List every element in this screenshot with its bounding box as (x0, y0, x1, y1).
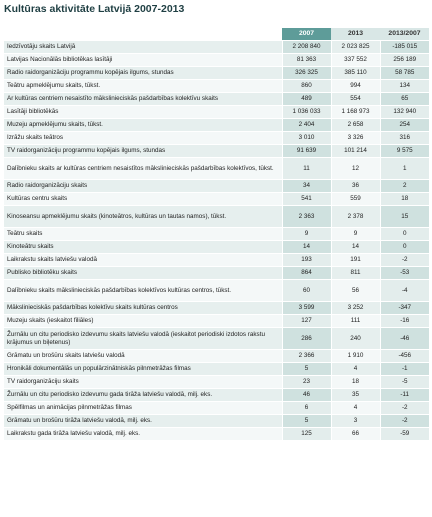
table-row (4, 206, 429, 228)
value-2013: 12 (331, 158, 380, 180)
value-change: -2 (380, 415, 429, 428)
table-row (4, 228, 429, 241)
value-2013: 66 (331, 428, 380, 441)
value-2013: 35 (331, 389, 380, 402)
value-2013: 4 (331, 402, 380, 415)
table-row (4, 428, 429, 441)
row-label: Kinoteātru skaits (4, 241, 282, 254)
value-change: -347 (380, 302, 429, 315)
value-2013: 4 (331, 363, 380, 376)
value-change: -46 (380, 328, 429, 350)
value-2007: 541 (282, 193, 331, 206)
row-label: Grāmatu un brošūru tirāža latviešu valodā, milj. eks. (4, 415, 282, 428)
value-change: -2 (380, 402, 429, 415)
row-label: TV raidorganizāciju skaits (4, 376, 282, 389)
value-2013: 2 658 (331, 119, 380, 132)
row-label: Iedzīvotāju skaits Latvijā (4, 41, 282, 54)
value-2007: 127 (282, 315, 331, 328)
table-row (4, 180, 429, 193)
table-row (4, 254, 429, 267)
page-title: Kultūras aktivitāte Latvijā 2007-2013 (4, 3, 185, 15)
value-change: -59 (380, 428, 429, 441)
value-change: 1 (380, 158, 429, 180)
value-2007: 11 (282, 158, 331, 180)
value-2013: 3 (331, 415, 380, 428)
value-2013: 14 (331, 241, 380, 254)
value-change: 132 940 (380, 106, 429, 119)
value-change: 256 189 (380, 54, 429, 67)
value-change: 65 (380, 93, 429, 106)
value-2013: 18 (331, 376, 380, 389)
value-2007: 2 208 840 (282, 41, 331, 54)
row-label: Izrāžu skaits teātros (4, 132, 282, 145)
value-2007: 91 639 (282, 145, 331, 158)
value-2007: 60 (282, 280, 331, 302)
value-2007: 46 (282, 389, 331, 402)
value-change: 134 (380, 80, 429, 93)
row-label: Laikrakstu gada tirāža latviešu valodā, milj. eks. (4, 428, 282, 441)
value-change: -53 (380, 267, 429, 280)
row-label: Laikrakstu skaits latviešu valodā (4, 254, 282, 267)
value-change: 254 (380, 119, 429, 132)
row-label: Radio raidorganizāciju programmu kopējais ilgums, stundas (4, 67, 282, 80)
value-change: -185 015 (380, 41, 429, 54)
table-header-row (4, 28, 429, 41)
row-label: Dalībnieku skaits mākslinieciskās pašdarbības kolektīvos kultūras centros, tūkst. (4, 280, 282, 302)
value-2007: 5 (282, 363, 331, 376)
table-row (4, 193, 429, 206)
value-2007: 23 (282, 376, 331, 389)
value-2013: 559 (331, 193, 380, 206)
header-2007: 2007 (282, 28, 331, 41)
table-row (4, 158, 429, 180)
table-row (4, 302, 429, 315)
value-2013: 337 552 (331, 54, 380, 67)
header-empty-cell (4, 28, 282, 41)
row-label: Muzeju apmeklējumu skaits, tūkst. (4, 119, 282, 132)
value-change: -1 (380, 363, 429, 376)
row-label: Mākslinieciskās pašdarbības kolektīvu skaits kultūras centros (4, 302, 282, 315)
value-2013: 56 (331, 280, 380, 302)
value-change: 15 (380, 206, 429, 228)
value-change: -5 (380, 376, 429, 389)
value-2013: 3 326 (331, 132, 380, 145)
value-change: 18 (380, 193, 429, 206)
value-2013: 3 252 (331, 302, 380, 315)
row-label: Lasītāji bibliotēkās (4, 106, 282, 119)
value-2007: 34 (282, 180, 331, 193)
value-2013: 2 023 825 (331, 41, 380, 54)
row-label: Grāmatu un brošūru skaits latviešu valodā (4, 350, 282, 363)
table-body (4, 41, 429, 441)
table-row (4, 106, 429, 119)
table-row (4, 54, 429, 67)
table-row (4, 41, 429, 54)
value-2007: 125 (282, 428, 331, 441)
value-2007: 5 (282, 415, 331, 428)
value-2007: 14 (282, 241, 331, 254)
value-2007: 286 (282, 328, 331, 350)
row-label: Kultūras centru skaits (4, 193, 282, 206)
value-2007: 9 (282, 228, 331, 241)
row-label: Radio raidorganizāciju skaits (4, 180, 282, 193)
value-change: -456 (380, 350, 429, 363)
table-row (4, 328, 429, 350)
value-2007: 489 (282, 93, 331, 106)
culture-activity-table (4, 28, 429, 441)
value-change: 2 (380, 180, 429, 193)
value-2007: 3 010 (282, 132, 331, 145)
table-row (4, 119, 429, 132)
value-2007: 193 (282, 254, 331, 267)
value-2007: 860 (282, 80, 331, 93)
value-2013: 994 (331, 80, 380, 93)
value-2013: 554 (331, 93, 380, 106)
value-2013: 811 (331, 267, 380, 280)
value-change: 9 575 (380, 145, 429, 158)
row-label: Žurnālu un citu periodisko izdevumu skaits latviešu valodā (ieskaitot periodiski izdotos rakstu krājumus un biļetenus) (4, 328, 282, 350)
value-2013: 9 (331, 228, 380, 241)
table-row (4, 402, 429, 415)
row-label: Hronikāli dokumentālās un populārzinātniskās pilnmetrāžas filmas (4, 363, 282, 376)
value-2007: 2 363 (282, 206, 331, 228)
table-row (4, 267, 429, 280)
value-2007: 864 (282, 267, 331, 280)
value-2007: 2 366 (282, 350, 331, 363)
value-2013: 240 (331, 328, 380, 350)
row-label: Ar kultūras centriem nesaistīto mākslinieciskās pašdarbības kolektīvu skaits (4, 93, 282, 106)
table-row (4, 350, 429, 363)
row-label: Dalībnieku skaits ar kultūras centriem nesaistītos mākslinieciskās pašdarbības kolektīvos, tūkst. (4, 158, 282, 180)
table-row (4, 363, 429, 376)
value-2007: 1 036 033 (282, 106, 331, 119)
row-label: Spēlfilmas un animācijas pilnmetrāžas filmas (4, 402, 282, 415)
value-2013: 1 910 (331, 350, 380, 363)
table-row (4, 389, 429, 402)
row-label: Publisko bibliotēku skaits (4, 267, 282, 280)
value-2013: 1 168 973 (331, 106, 380, 119)
value-2007: 6 (282, 402, 331, 415)
value-change: 0 (380, 241, 429, 254)
table-row (4, 241, 429, 254)
value-change: 58 785 (380, 67, 429, 80)
value-2013: 385 110 (331, 67, 380, 80)
value-change: -16 (380, 315, 429, 328)
value-2013: 36 (331, 180, 380, 193)
value-change: 0 (380, 228, 429, 241)
value-2007: 2 404 (282, 119, 331, 132)
value-change: -11 (380, 389, 429, 402)
row-label: Kinoseansu apmeklējumu skaits (kinoteātros, kultūras un tautas namos), tūkst. (4, 206, 282, 228)
table-row (4, 145, 429, 158)
row-label: Latvijas Nacionālās bibliotēkas lasītāji (4, 54, 282, 67)
table-row (4, 80, 429, 93)
row-label: Teātru apmeklējumu skaits, tūkst. (4, 80, 282, 93)
header-2013: 2013 (331, 28, 380, 41)
table-row (4, 280, 429, 302)
value-2013: 2 378 (331, 206, 380, 228)
table-row (4, 67, 429, 80)
value-change: -4 (380, 280, 429, 302)
row-label: TV raidorganizāciju programmu kopējais ilgums, stundas (4, 145, 282, 158)
value-change: -2 (380, 254, 429, 267)
value-2013: 191 (331, 254, 380, 267)
row-label: Teātru skaits (4, 228, 282, 241)
value-2007: 3 599 (282, 302, 331, 315)
header-change: 2013/2007 (380, 28, 429, 41)
value-2007: 81 363 (282, 54, 331, 67)
row-label: Žurnālu un citu periodisko izdevumu gada tirāža latviešu valodā, milj. eks. (4, 389, 282, 402)
table-row (4, 376, 429, 389)
value-2013: 101 214 (331, 145, 380, 158)
value-2013: 111 (331, 315, 380, 328)
table-row (4, 415, 429, 428)
value-change: 316 (380, 132, 429, 145)
table-row (4, 132, 429, 145)
table-row (4, 93, 429, 106)
table-row (4, 315, 429, 328)
value-2007: 326 325 (282, 67, 331, 80)
row-label: Muzeju skaits (ieskaitot filiāles) (4, 315, 282, 328)
